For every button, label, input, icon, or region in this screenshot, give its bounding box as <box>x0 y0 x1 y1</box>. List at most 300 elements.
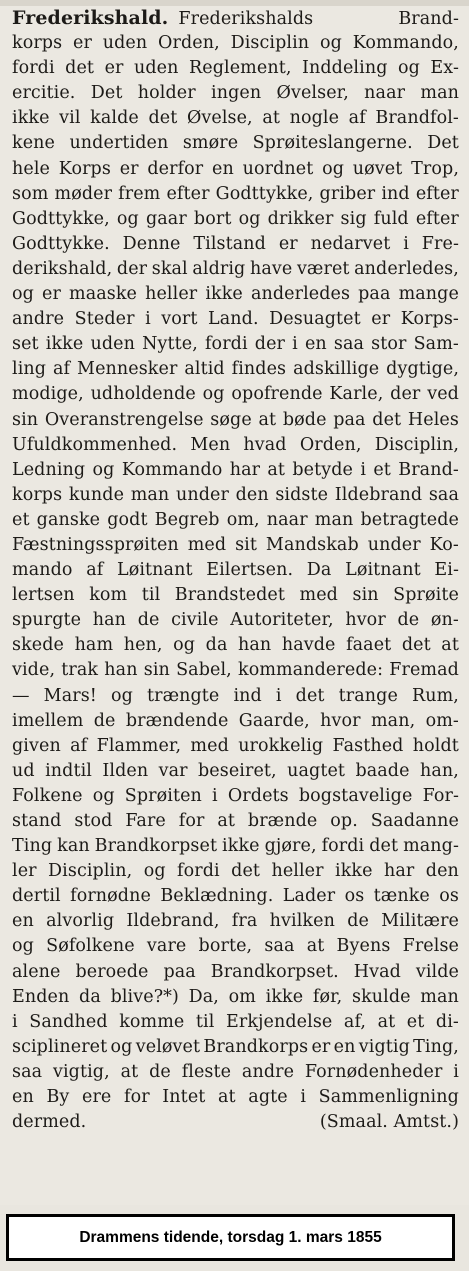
article-line <box>12 985 459 1010</box>
word: hvilken <box>269 911 335 932</box>
word: vil <box>59 108 81 129</box>
word: Godttykke, <box>215 183 314 204</box>
word: og <box>322 158 345 179</box>
word: borte, <box>198 936 253 957</box>
word: Godttykke, <box>12 208 110 229</box>
word: Ildebrand <box>334 484 423 505</box>
word: er <box>311 1036 331 1057</box>
word: baade <box>355 760 410 781</box>
word: anderledes <box>250 284 351 305</box>
word: Mandskab <box>265 534 359 555</box>
word: naar <box>364 83 406 104</box>
article-line <box>12 357 459 382</box>
word: alene <box>12 961 61 982</box>
word: at <box>217 811 236 831</box>
word: Ordets <box>227 785 289 806</box>
word: beroede <box>75 961 149 982</box>
word: Søfolkene <box>46 936 135 957</box>
word: Brandfol- <box>375 108 459 129</box>
word: fordi <box>204 334 248 355</box>
article-line <box>12 934 459 959</box>
word: Ting <box>12 836 53 857</box>
word: en <box>12 911 34 932</box>
word: anderledes, <box>354 258 459 279</box>
word: det <box>372 409 402 430</box>
word: man <box>420 83 459 104</box>
word: di- <box>435 1011 459 1032</box>
article-line <box>12 709 459 734</box>
word: derikshald, <box>12 258 113 279</box>
word: og <box>202 384 225 405</box>
word: undertiden <box>69 133 169 154</box>
word: Fare <box>125 811 166 831</box>
word: de <box>93 710 116 731</box>
word: af <box>348 108 366 129</box>
word: da <box>205 635 228 656</box>
word: i <box>275 685 282 706</box>
word: været <box>296 258 350 279</box>
word: By <box>46 1087 70 1108</box>
word: nogle <box>289 108 340 129</box>
article-line <box>12 1010 459 1035</box>
word: der <box>390 384 421 405</box>
word: uden <box>133 58 179 79</box>
word: set <box>12 334 39 355</box>
word: om, <box>226 509 260 530</box>
word: efter <box>166 183 210 204</box>
word: søge <box>210 409 252 430</box>
word: en <box>12 1087 34 1108</box>
article-line <box>12 684 459 709</box>
word: altid <box>184 359 225 380</box>
article-line <box>12 282 459 307</box>
word: en <box>304 334 327 355</box>
word: om- <box>425 710 459 731</box>
word: Inddeling <box>301 58 388 79</box>
word: ikke <box>335 861 373 882</box>
article-line <box>12 332 459 357</box>
word: Sprøite <box>393 585 459 606</box>
word: Byens <box>336 936 391 957</box>
word: er <box>73 33 92 54</box>
word: imellem <box>12 710 84 731</box>
word: beseiret, <box>198 760 277 781</box>
article-line <box>12 608 459 633</box>
word: Hvad <box>353 961 401 982</box>
word: Heles <box>407 409 459 430</box>
word: alvorlig <box>46 911 115 932</box>
word: saa <box>428 484 459 505</box>
word: Øvelse, <box>186 108 253 129</box>
word: mando <box>12 560 73 581</box>
word: man <box>314 509 354 530</box>
word: Saadanne <box>370 811 459 831</box>
word: given <box>12 735 61 756</box>
word: for <box>178 811 205 831</box>
word: Brandstedet <box>174 585 285 606</box>
word: og <box>12 936 34 957</box>
article-line <box>12 56 459 81</box>
word: vigtig, <box>52 1061 110 1082</box>
word: udholdende <box>90 384 196 405</box>
word: man <box>420 986 459 1007</box>
word: griber <box>319 183 376 204</box>
word: paa <box>358 284 391 305</box>
word: Frelse <box>402 936 459 957</box>
word: Lader <box>282 886 336 907</box>
word: Kommando, <box>352 33 459 54</box>
word: brænde <box>247 811 318 831</box>
article-line <box>12 1085 459 1110</box>
word: gaar <box>145 208 187 229</box>
word: Intet <box>162 1087 206 1108</box>
word: i <box>212 785 218 806</box>
word: Land. <box>208 309 259 330</box>
headline: Frederikshald. <box>12 7 169 29</box>
word: trak <box>61 660 99 681</box>
word: Disciplin, <box>48 861 133 882</box>
word: skal <box>151 258 188 279</box>
word: modige, <box>12 384 84 405</box>
word: Det <box>90 83 123 104</box>
word: op. <box>330 811 358 831</box>
word: Flammer, <box>96 735 182 756</box>
article-line <box>12 31 459 56</box>
word: Desuagtet <box>269 309 361 330</box>
word: naar <box>266 509 308 530</box>
article-line <box>12 433 459 458</box>
word: af, <box>343 1011 367 1032</box>
word: Overanstrengelse <box>44 409 204 430</box>
word: hvad <box>243 434 287 455</box>
word: Løitnant <box>345 560 421 581</box>
word: holdt <box>412 735 459 756</box>
article-line <box>12 960 459 985</box>
word: uden <box>90 334 135 355</box>
word: Da, <box>188 986 219 1007</box>
word: kene <box>12 133 55 154</box>
word: Løitnant <box>116 560 193 581</box>
word: Ting, <box>413 1036 459 1057</box>
word: fornødne <box>70 886 151 907</box>
word: sin <box>143 660 170 681</box>
word: og <box>116 208 139 229</box>
word: blive?*) <box>110 986 179 1007</box>
word: og <box>143 861 166 882</box>
article-last-line <box>12 1110 459 1135</box>
word: kan <box>57 836 90 857</box>
article-first-line <box>12 6 459 31</box>
word: han <box>238 635 272 656</box>
word: mang- <box>403 836 459 857</box>
word: det <box>401 635 431 656</box>
article-line <box>12 909 459 934</box>
article-lines <box>12 31 459 1110</box>
word: sin <box>12 409 39 430</box>
word: det <box>231 861 261 882</box>
word: Beklædning. <box>160 886 274 907</box>
word: ham <box>74 635 114 656</box>
word: kunde <box>68 484 125 505</box>
first-line-text <box>178 7 459 32</box>
word: ikke <box>205 284 243 305</box>
word: Nytte, <box>142 334 198 355</box>
word: urokkelig <box>238 735 324 756</box>
word: det <box>295 685 325 706</box>
word: ind <box>381 183 410 204</box>
article-line <box>12 834 459 859</box>
word: drikker <box>267 208 334 229</box>
word: ikke <box>265 986 304 1007</box>
word: er <box>42 284 61 305</box>
word: Tilstand <box>193 233 266 254</box>
word: som <box>12 183 49 204</box>
word: Fasthed <box>332 735 404 756</box>
word: uordnet <box>242 158 314 179</box>
article-line <box>12 884 459 909</box>
word: Ildebrand, <box>126 911 220 932</box>
word: fordi <box>12 58 55 79</box>
word: et <box>373 459 391 480</box>
word: gjøre, <box>264 836 317 857</box>
word: ling <box>12 359 47 380</box>
word: ikke <box>12 108 50 129</box>
word: fra <box>231 911 258 932</box>
word: i <box>145 309 151 330</box>
word: før, <box>312 986 343 1007</box>
word: heller <box>271 861 324 882</box>
word: Erkjendelse <box>225 1011 333 1032</box>
word: agte <box>248 1087 288 1108</box>
word: Fremad <box>389 660 459 681</box>
word: den <box>425 861 459 882</box>
word: Disciplin <box>230 33 310 54</box>
article-line <box>12 408 459 433</box>
word: Fre- <box>421 233 459 254</box>
word: Eilertsen. <box>206 560 294 581</box>
word: Da <box>306 560 332 581</box>
article-line <box>12 207 459 232</box>
article-line <box>12 1060 459 1085</box>
word: at <box>441 635 459 656</box>
word: betyde <box>292 459 354 480</box>
word: ikke <box>222 836 260 857</box>
word: det <box>65 58 95 79</box>
word: sciplineret <box>12 1036 108 1057</box>
word: maaske <box>69 284 138 305</box>
word: af <box>53 359 71 380</box>
word: det <box>148 108 178 129</box>
word: at <box>120 1061 139 1082</box>
word: Korps- <box>400 309 459 330</box>
word: Rum, <box>411 685 459 706</box>
word: Frederikshalds <box>178 9 314 29</box>
word: med <box>190 735 229 756</box>
word: med <box>299 585 338 606</box>
word: i <box>403 233 409 254</box>
word: sidste <box>275 484 329 505</box>
word: vort <box>161 309 198 330</box>
article-line <box>12 658 459 683</box>
article-line <box>12 483 459 508</box>
word: Fæstningssprøiten <box>12 534 179 555</box>
word: indtil <box>45 760 92 781</box>
word: møder <box>54 183 113 204</box>
word: faaet <box>346 635 392 656</box>
article-line <box>12 1035 459 1060</box>
word: Karle, <box>329 384 384 405</box>
word: spurgte <box>12 610 82 631</box>
word: trængte <box>146 685 220 706</box>
word: Ei- <box>434 560 459 581</box>
word: korps <box>12 484 63 505</box>
word: Ex- <box>430 58 459 79</box>
word: de <box>397 610 420 631</box>
word: dygtige, <box>386 359 459 380</box>
word: ud <box>12 760 35 781</box>
word: uagtet <box>287 760 346 781</box>
word: paa <box>333 409 366 430</box>
word: Sammenligning <box>318 1087 459 1108</box>
word: og <box>238 208 261 229</box>
word: Brandkorps <box>203 1036 309 1057</box>
word: Gaarde, <box>238 710 310 731</box>
word: os <box>344 886 365 907</box>
word: Brand- <box>398 459 459 480</box>
word: skede <box>12 635 65 656</box>
word: uden <box>102 33 148 54</box>
word: ganske <box>36 509 101 530</box>
word: nedarvet <box>310 233 391 254</box>
word: og <box>319 33 342 54</box>
word: under <box>175 484 229 505</box>
word: af <box>70 735 88 756</box>
word: For- <box>422 785 459 806</box>
word: Steder <box>74 309 135 330</box>
word: Mars! <box>43 685 97 706</box>
word: ikke <box>45 334 84 355</box>
word: man <box>130 484 170 505</box>
word: og <box>110 1036 133 1057</box>
word: Ufuldkommenhed. <box>12 434 178 455</box>
word: har <box>229 459 261 480</box>
word: kommanderede: <box>238 660 384 681</box>
word: Det <box>427 133 459 154</box>
word: stod <box>74 811 113 831</box>
word: opofrende <box>231 384 323 405</box>
word: korps <box>12 33 63 54</box>
word: adskillige <box>293 359 380 380</box>
word: vigtig <box>358 1036 410 1057</box>
article-line <box>12 558 459 583</box>
word: Sandhed <box>29 1011 108 1032</box>
word: han, <box>419 760 459 781</box>
word: da <box>79 986 101 1007</box>
word: at <box>262 108 280 129</box>
word: der <box>116 258 148 279</box>
article-line <box>12 784 459 809</box>
word: Øvelser, <box>276 83 349 104</box>
word: et <box>12 509 30 530</box>
word: bogstavelige <box>298 785 413 806</box>
word: han <box>92 610 127 631</box>
word: fordi <box>177 861 220 882</box>
word: at <box>306 936 325 957</box>
word: paa <box>163 961 196 982</box>
caption-text: Drammens tidende, torsdag 1. mars 1855 <box>79 1228 382 1246</box>
word: bøde <box>282 409 327 430</box>
word: vare <box>146 936 187 957</box>
word: heller <box>145 284 198 305</box>
word: Sabel, <box>176 660 232 681</box>
article-line <box>12 583 459 608</box>
word: Ledning <box>12 459 86 480</box>
word: de <box>149 1061 171 1082</box>
word: der <box>254 334 286 355</box>
article-body <box>12 6 459 1135</box>
caption-box <box>6 1214 455 1261</box>
word: lertsen <box>12 585 75 606</box>
word: Sam- <box>413 334 459 355</box>
word: Militære <box>381 911 459 932</box>
word: kom <box>89 585 128 606</box>
word: ercitie. <box>12 83 76 104</box>
word: stand <box>12 811 62 831</box>
word: at <box>218 1087 236 1108</box>
word: man, <box>370 710 416 731</box>
word: øn- <box>430 610 459 631</box>
word: godt <box>107 509 148 530</box>
word: Kommando <box>121 459 223 480</box>
word: og <box>12 284 34 305</box>
word: bort <box>193 208 232 229</box>
word: et <box>406 1011 425 1032</box>
word: andre <box>12 309 65 330</box>
word: ind <box>233 685 262 706</box>
word: veløvet <box>135 1036 201 1057</box>
word: og <box>92 459 115 480</box>
word: sit <box>235 534 257 555</box>
article-line <box>12 232 459 257</box>
word: Reglement, <box>188 58 292 79</box>
word: at <box>258 409 277 430</box>
article-line <box>12 759 459 784</box>
word: er <box>278 233 298 254</box>
word: det <box>369 836 399 857</box>
word: derfor <box>147 158 204 179</box>
word: en <box>212 158 234 179</box>
word: kalde <box>90 108 139 129</box>
article-line <box>12 382 459 407</box>
article-line <box>12 533 459 558</box>
word: de <box>347 911 369 932</box>
word: Korps <box>58 158 111 179</box>
word: om <box>228 986 256 1007</box>
word: frem <box>118 183 161 204</box>
article-line <box>12 182 459 207</box>
word: Folkene <box>12 785 83 806</box>
word: findes <box>231 359 287 380</box>
article-line <box>12 157 459 182</box>
article-line <box>12 734 459 759</box>
word: hele <box>12 158 50 179</box>
word: os <box>439 886 459 907</box>
word: ler <box>12 861 37 882</box>
word: fordi <box>321 836 365 857</box>
word: hvor <box>345 610 386 631</box>
word: Denne <box>122 233 181 254</box>
word: hen, <box>123 635 163 656</box>
